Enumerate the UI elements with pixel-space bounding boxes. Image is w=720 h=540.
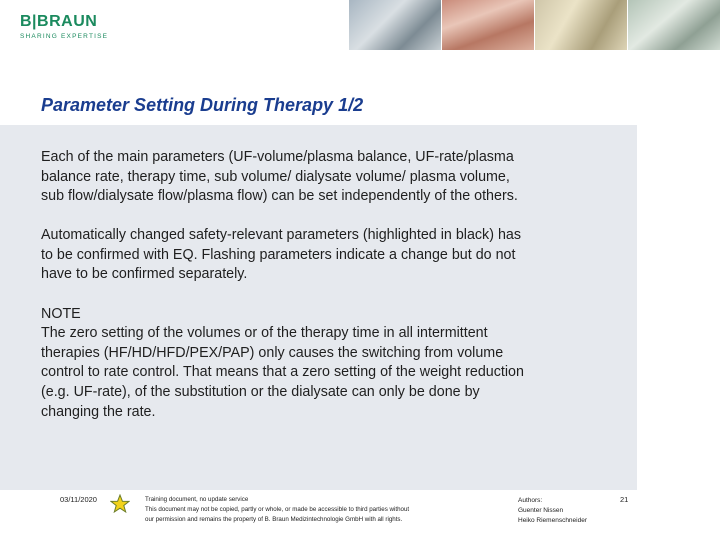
footer-authors — [518, 496, 587, 526]
page-number: 21 — [620, 495, 629, 504]
logo-tagline: SHARING EXPERTISE — [20, 33, 109, 40]
header — [0, 0, 720, 50]
notice-line: This document may not be copied, partly or whole, or made be accessible to third parties without — [145, 506, 410, 513]
lab-photo — [627, 0, 720, 50]
footer-notice — [145, 495, 490, 525]
lab-photo — [348, 0, 441, 50]
authors-label: Authors: — [518, 497, 543, 504]
notice-line: our permission and remains the property of B. Braun Medizintechnologie GmbH with all rights. — [145, 516, 403, 523]
header-photo-strip — [348, 0, 720, 50]
paragraph-independent-parameters: Each of the main parameters (UF-volume/plasma balance, UF-rate/plasma balance rate, therapy time, sub volume/ dialysate volume/ plasma volume, sub flow/dialysate flow/plasma flow) can be set independently of the others. — [41, 149, 518, 205]
note-block — [41, 305, 531, 423]
lab-photo — [441, 0, 534, 50]
note-text: The zero setting of the volumes or of the therapy time in all intermittent therapies (HF/HD/HFD/PEX/PAP) only causes the switching from volume control to rate control. That means that a zero setting of the weight reduction (e.g. UF-rate), of the substitution or the dialysate can only be done by changing the rate. — [41, 325, 524, 420]
bbraun-logo — [20, 13, 108, 40]
note-label: NOTE — [41, 305, 81, 322]
author-name: Guenter Nissen — [518, 507, 564, 514]
lab-photo — [534, 0, 627, 50]
logo-text: B|BRAUN — [20, 13, 98, 30]
slide-title: Parameter Setting During Therapy 1/2 — [41, 95, 364, 115]
footer-date: 03/11/2020 — [60, 495, 97, 504]
paragraph-safety-parameters: Automatically changed safety-relevant parameters (highlighted in black) has to be confirmed with EQ. Flashing parameters indicate a change but do not have to be confirmed separately. — [41, 227, 521, 283]
logo-wordmark — [20, 13, 108, 31]
slide-body — [41, 148, 531, 422]
author-name: Heiko Riemenschneider — [518, 517, 588, 524]
star-icon — [110, 494, 130, 514]
footer — [0, 490, 720, 540]
notice-line: Training document, no update service — [145, 496, 249, 503]
